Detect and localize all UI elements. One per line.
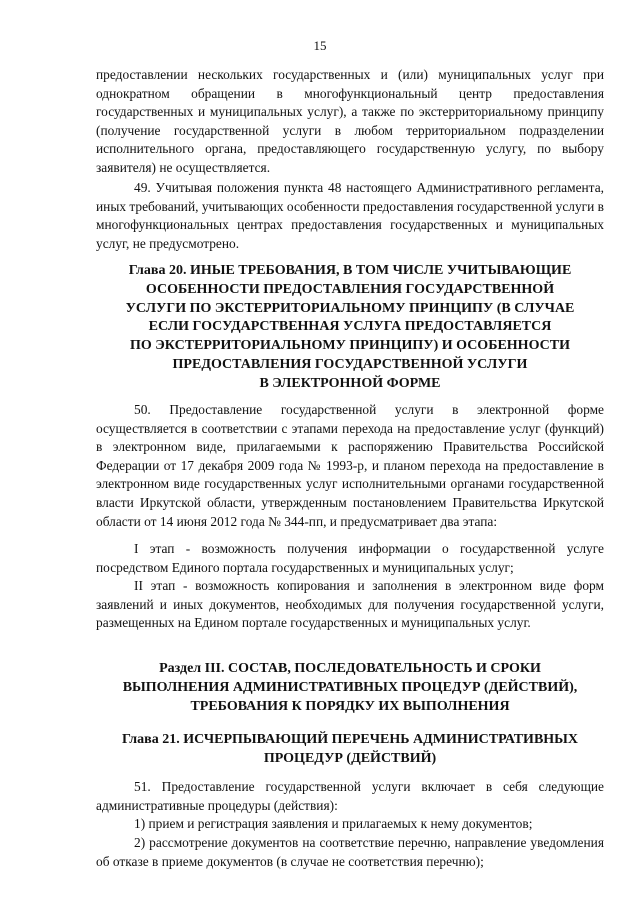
heading-line: УСЛУГИ ПО ЭКСТЕРРИТОРИАЛЬНОМУ ПРИНЦИПУ (В СЛУЧАЕ xyxy=(125,300,575,316)
heading-line: Глава 21. ИСЧЕРПЫВАЮЩИЙ ПЕРЕЧЕНЬ АДМИНИСТРАТИВНЫХ xyxy=(121,732,579,747)
paragraph-49: 49. Учитывая положения пункта 48 настоящего Административного регламента, иных требований, учитывающих особенности предоставления государственной услуги в многофункциональных центрах предоставления государственных и муниципальных услуг, не предусмотрено. xyxy=(96,180,604,251)
heading-line: ВЫПОЛНЕНИЯ АДМИНИСТРАТИВНЫХ ПРОЦЕДУР (ДЕЙСТВИЙ), xyxy=(122,679,578,695)
heading-line: ТРЕБОВАНИЯ К ПОРЯДКУ ИХ ВЫПОЛНЕНИЯ xyxy=(190,698,510,714)
heading-line: Раздел III. СОСТАВ, ПОСЛЕДОВАТЕЛЬНОСТЬ И СРОКИ xyxy=(159,661,541,676)
paragraph-stage-2: II этап - возможность копирования и заполнения в электронном виде форм заявлений и иных документов, необходимых для получения государственной услуги, размещенных на Едином портале государственных и муниципальных услуг. xyxy=(96,578,604,631)
paragraph-50: 50. Предоставление государственной услуги в электронной форме осуществляется в соответствии с этапами перехода на предоставление услуг (функций) в электронном виде, прилагаемыми к распоряжению Правительства Российской Федерации от 17 декабря 2009 года № 1993-р, и планом перехода на предоставление в электронном виде государственных услуг исполнительными органами государственной власти Иркутской области, утвержденным постановлением Правительства Иркутской области от 14 июня 2012 года № 344-пп, и предусматривает два этапа: xyxy=(96,402,604,529)
page-number: 15 xyxy=(313,38,327,53)
heading-line: ЕСЛИ ГОСУДАРСТВЕННАЯ УСЛУГА ПРЕДОСТАВЛЯЕТСЯ xyxy=(148,319,552,335)
paragraph-51: 51. Предоставление государственной услуги включает в себя следующие административные процедуры (действия): xyxy=(96,779,604,813)
heading-chapter-20 xyxy=(96,262,604,394)
heading-line: ПРЕДОСТАВЛЕНИЯ ГОСУДАРСТВЕННОЙ УСЛУГИ xyxy=(172,356,528,372)
heading-line: ОСОБЕННОСТИ ПРЕДОСТАВЛЕНИЯ ГОСУДАРСТВЕННОЙ xyxy=(145,281,555,297)
paragraph-51-item-2: 2) рассмотрение документов на соответствие перечню, направление уведомления об отказе в приеме документов (в случае не соответствия перечню); xyxy=(96,835,604,869)
paragraph-continuation: предоставлении нескольких государственных и (или) муниципальных услуг при однократном обращении в многофункциональный центр предоставления государственных и муниципальных услуг), а также по экстерриториальному принципу (получение государственной услуги в любом территориальном подразделении исполнительного органа, предоставляющего государственную услугу, по выбору заявителя) не осуществляется. xyxy=(96,67,604,175)
heading-section-3 xyxy=(96,660,604,716)
heading-line: Глава 20. ИНЫЕ ТРЕБОВАНИЯ, В ТОМ ЧИСЛЕ УЧИТЫВАЮЩИЕ xyxy=(128,263,572,278)
heading-line: ПО ЭКСТЕРРИТОРИАЛЬНОМУ ПРИНЦИПУ) И ОСОБЕННОСТИ xyxy=(130,338,570,354)
heading-chapter-21 xyxy=(96,731,604,769)
heading-line: ПРОЦЕДУР (ДЕЙСТВИЙ) xyxy=(263,750,437,766)
paragraph-stage-1: I этап - возможность получения информации о государственной услуге посредством Единого портала государственных и муниципальных услуг; xyxy=(96,541,604,575)
paragraph-51-item-1: 1) прием и регистрация заявления и прилагаемых к нему документов; xyxy=(134,816,533,831)
heading-line: В ЭЛЕКТРОННОЙ ФОРМЕ xyxy=(259,375,441,391)
